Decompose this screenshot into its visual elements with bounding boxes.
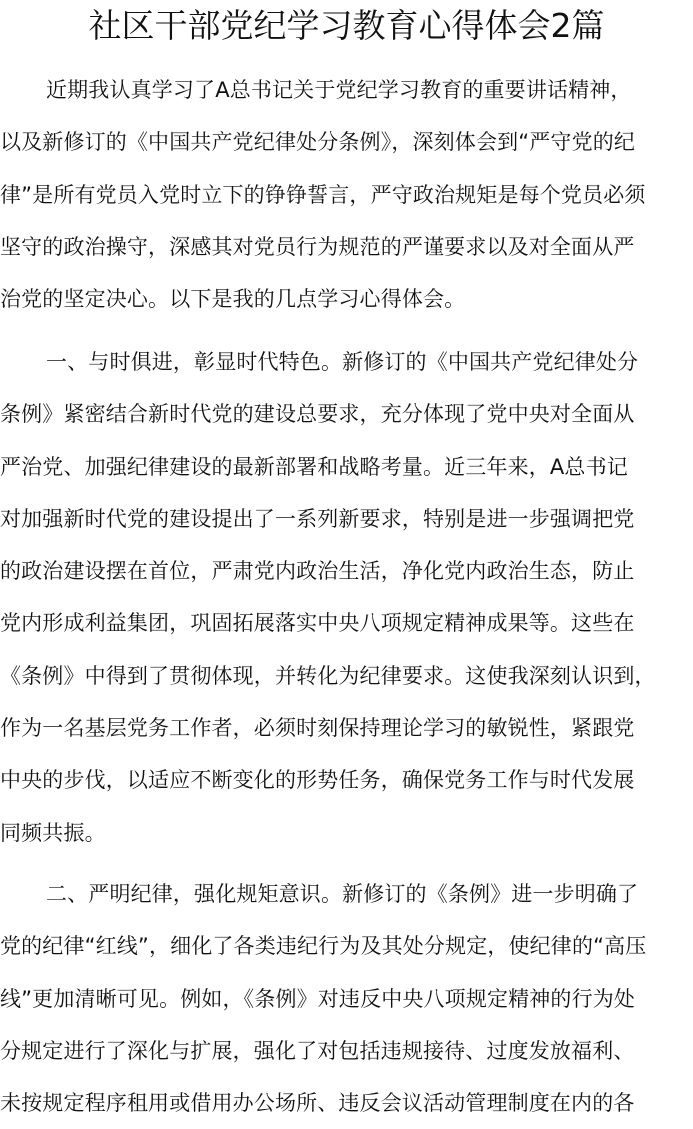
text-line: 以及新修订的《中国共产党纪律处分条例》，深刻体会到“严守党的纪 <box>0 130 636 155</box>
text-line: 同频共振。 <box>0 820 106 845</box>
text-line: 治党的坚定决心。以下是我的几点学习心得体会。 <box>0 287 466 312</box>
text-line: 近期我认真学习了A总书记关于党纪学习教育的重要讲话精神， <box>46 78 632 102</box>
text-line: 线”更加清晰可见。例如，《条例》对违反中央八项规定精神的行为处 <box>0 986 636 1011</box>
text-line: 未按规定程序租用或借用办公场所、违反会议活动管理制度在内的各 <box>0 1091 635 1116</box>
text-line: 严治党、加强纪律建设的最新部署和战略考量。近三年来，A总书记 <box>0 454 628 479</box>
text-line: 党的纪律“红线”，细化了各类违纪行为及其处分规定，使纪律的“高压 <box>0 934 647 959</box>
text-line: 一、与时俱进，彰显时代特色。新修订的《中国共产党纪律处分 <box>46 350 639 374</box>
text-line: 条例》紧密结合新时代党的建设总要求，充分体现了党中央对全面从 <box>0 402 635 427</box>
text-line: 分规定进行了深化与扩展，强化了对包括违规接待、过度发放福利、 <box>0 1038 635 1063</box>
text-line: 律”是所有党员入党时立下的铮铮誓言，严守政治规矩是每个党员必须 <box>0 182 646 207</box>
document-title: 社区干部党纪学习教育心得体会2篇 <box>88 6 605 45</box>
text-line: 二、严明纪律，强化规矩意识。新修订的《条例》进一步明确了 <box>46 882 639 906</box>
text-line: 的政治建设摆在首位，严肃党内政治生活，净化党内政治生态，防止 <box>0 559 635 584</box>
text-line: 作为一名基层党务工作者，必须时刻保持理论学习的敏锐性，紧跟党 <box>0 716 635 741</box>
paragraph-intro <box>0 64 693 325</box>
text-line: 党内形成利益集团，巩固拓展落实中央八项规定精神成果等。这些在 <box>0 611 635 636</box>
paragraph-section-two <box>0 868 693 1129</box>
text-line: 对加强新时代党的建设提出了一系列新要求，特别是进一步强调把党 <box>0 506 635 531</box>
text-line: 中央的步伐，以适应不断变化的形势任务，确保党务工作与时代发展 <box>0 768 635 793</box>
text-line: 《条例》中得到了贯彻体现，并转化为纪律要求。这使我深刻认识到， <box>0 663 656 688</box>
text-line: 坚守的政治操守，深感其对党员行为规范的严谨要求以及对全面从严 <box>0 234 635 259</box>
paragraph-section-one <box>0 336 693 859</box>
